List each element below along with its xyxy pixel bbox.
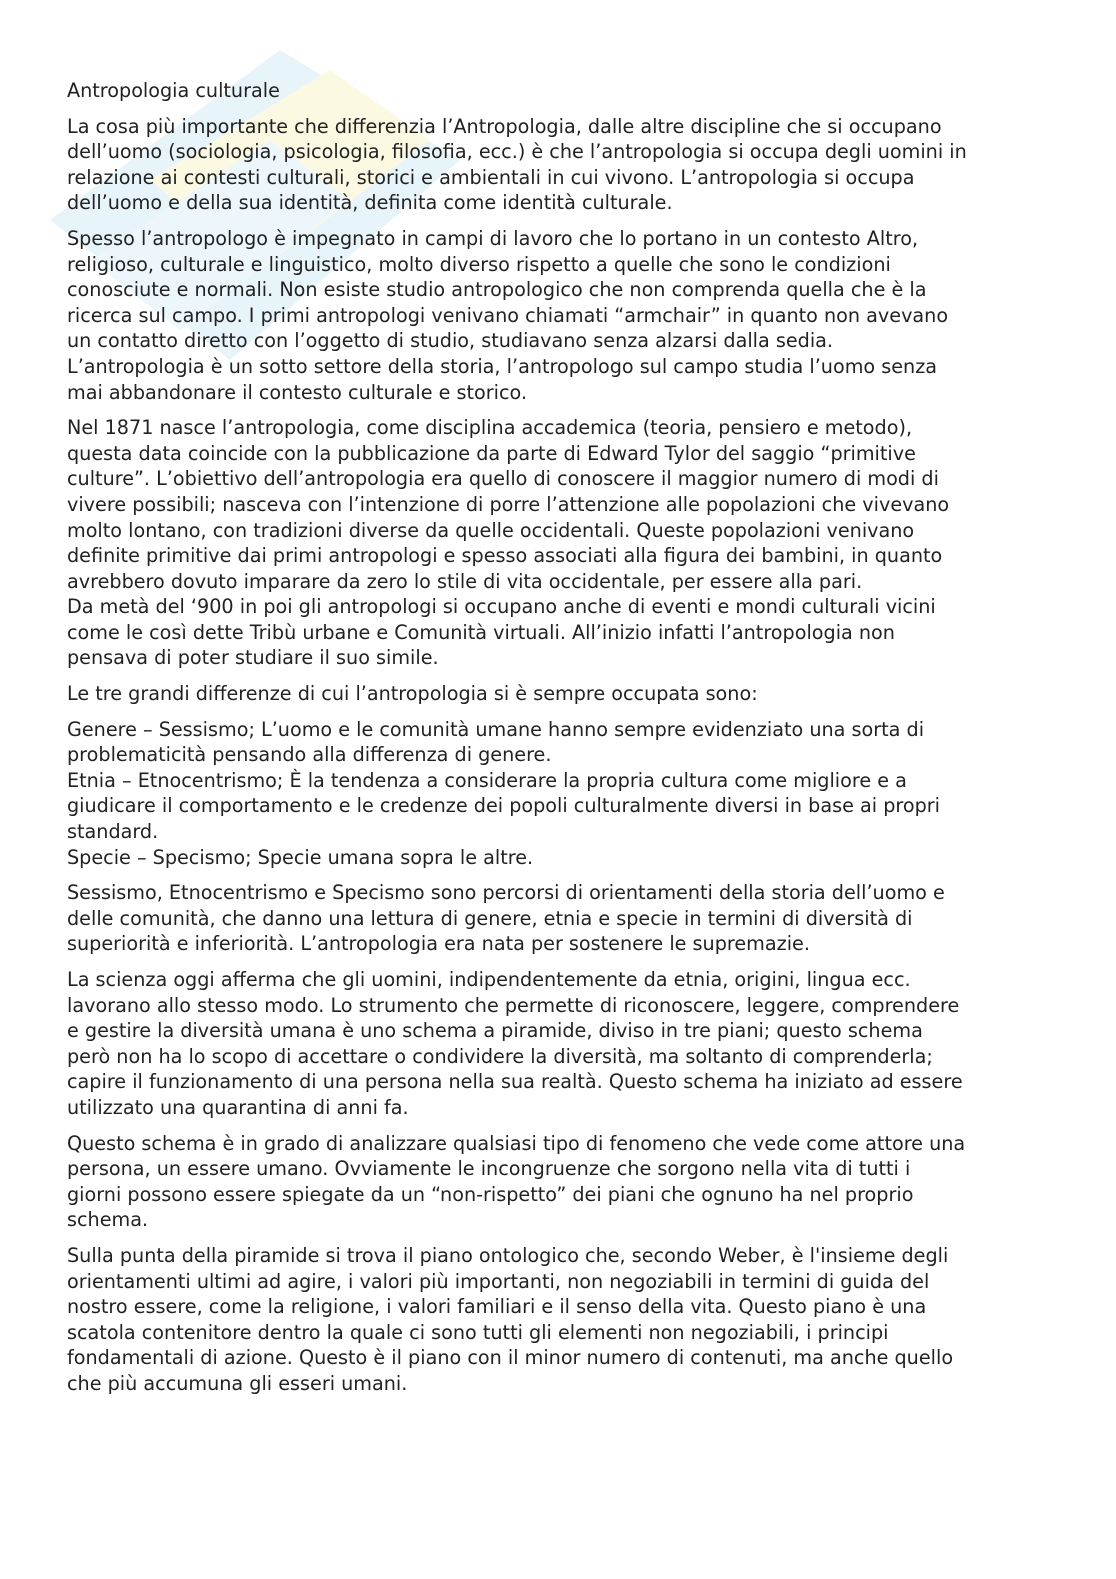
text-line: come le così dette Tribù urbane e Comunità virtuali. All’inizio infatti l’antropologia non (67, 620, 895, 644)
text-line: dell’uomo e della sua identità, definita come identità culturale. (67, 191, 673, 215)
text-line: nostro essere, come la religione, i valori familiari e il senso della vita. Questo piano è una (67, 1295, 927, 1319)
text-line: Da metà del ‘900 in poi gli antropologi si occupano anche di eventi e mondi culturali vicini (67, 595, 936, 619)
text-line: mai abbandonare il contesto culturale e storico. (67, 380, 528, 404)
text-line: dell’uomo (sociologia, psicologia, filosofia, ecc.) è che l’antropologia si occupa degli uomini in (67, 140, 967, 164)
text-line: Le tre grandi differenze di cui l’antropologia si è sempre occupata sono: (67, 682, 758, 706)
text-line: La cosa più importante che differenzia l’Antropologia, dalle altre discipline che si occupano (67, 114, 942, 138)
document-title: Antropologia culturale (67, 79, 280, 102)
text-line: conosciute e normali. Non esiste studio antropologico che non comprenda quella che è la (67, 278, 927, 302)
text-line: e gestire la diversità umana è uno schema a piramide, diviso in tre piani; questo schema (67, 1019, 923, 1043)
text-line: problematicità pensando alla differenza di genere. (67, 743, 552, 767)
text-line: un contatto diretto con l’oggetto di studio, studiavano senza alzarsi dalla sedia. (67, 329, 834, 353)
text-line: Nel 1871 nasce l’antropologia, come disciplina accademica (teoria, pensiero e metodo), (67, 416, 913, 440)
text-line: persona, un essere umano. Ovviamente le incongruenze che sorgono nella vita di tutti i (67, 1157, 911, 1181)
text-line: scatola contenitore dentro la quale ci sono tutti gli elementi non negoziabili, i principi (67, 1320, 889, 1344)
text-line: religioso, culturale e linguistico, molto diverso rispetto a quelle che sono le condizioni (67, 252, 891, 276)
document-body (67, 78, 1042, 1407)
text-line: delle comunità, che danno una lettura di genere, etnia e specie in termini di diversità di (67, 906, 913, 930)
paragraph-4 (67, 681, 1042, 707)
text-line: Genere – Sessismo; L’uomo e le comunità umane hanno sempre evidenziato una sorta di (67, 717, 925, 741)
text-line: utilizzato una quarantina di anni fa. (67, 1095, 409, 1119)
text-line: capire il funzionamento di una persona nella sua realtà. Questo schema ha iniziato ad essere (67, 1070, 963, 1094)
text-line: relazione ai contesti culturali, storici e ambientali in cui vivono. L’antropologia si occupa (67, 165, 915, 189)
text-line: Spesso l’antropologo è impegnato in campi di lavoro che lo portano in un contesto Altro, (67, 226, 919, 250)
paragraph-3 (67, 415, 1042, 671)
text-line: che più accumuna gli esseri umani. (67, 1371, 408, 1395)
text-line: culture”. L’obiettivo dell’antropologia era quello di conoscere il maggior numero di modi di (67, 467, 939, 491)
text-line: pensava di poter studiare il suo simile. (67, 646, 439, 670)
text-line: lavorano allo stesso modo. Lo strumento che permette di riconoscere, leggere, comprendere (67, 993, 960, 1017)
text-line: ricerca sul campo. I primi antropologi venivano chiamati “armchair” in quanto non avevano (67, 303, 949, 327)
text-line: orientamenti ultimi ad agire, i valori più importanti, non negoziabili in termini di guida del (67, 1269, 930, 1293)
text-line: superiorità e inferiorità. L’antropologia era nata per sostenere le supremazie. (67, 932, 810, 956)
text-line: La scienza oggi afferma che gli uomini, indipendentemente da etnia, origini, lingua ecc. (67, 968, 911, 991)
paragraph-6 (67, 880, 1042, 957)
paragraph-9 (67, 1243, 1042, 1397)
paragraph-1 (67, 114, 1042, 216)
text-line: questa data coincide con la pubblicazione da parte di Edward Tylor del saggio “primitive (67, 441, 916, 465)
paragraph-2 (67, 226, 1042, 405)
text-line: Specie – Specismo; Specie umana sopra le altre. (67, 845, 534, 869)
text-line: L’antropologia è un sotto settore della storia, l’antropologo sul campo studia l’uomo senza (67, 354, 938, 378)
paragraph-5 (67, 717, 1042, 871)
text-line: schema. (67, 1208, 149, 1232)
text-line: molto lontano, con tradizioni diverse da quelle occidentali. Queste popolazioni venivano (67, 518, 915, 542)
paragraph-7 (67, 967, 1042, 1121)
text-line: vivere possibili; nasceva con l’intenzione di porre l’attenzione alle popolazioni che vivevano (67, 492, 950, 516)
text-line: Etnia – Etnocentrismo; È la tendenza a considerare la propria cultura come migliore e a (67, 768, 907, 792)
text-line: standard. (67, 820, 159, 844)
text-line: definite primitive dai primi antropologi e spesso associati alla figura dei bambini, in quanto (67, 544, 943, 568)
paragraph-8 (67, 1131, 1042, 1233)
text-line: però non ha lo scopo di accettare o condividere la diversità, ma soltanto di comprenderla; (67, 1044, 933, 1068)
text-line: avrebbero dovuto imparare da zero lo stile di vita occidentale, per essere alla pari. (67, 569, 863, 593)
text-line: giorni possono essere spiegate da un “non-rispetto” dei piani che ognuno ha nel proprio (67, 1182, 914, 1206)
text-line: giudicare il comportamento e le credenze dei popoli culturalmente diversi in base ai propri (67, 794, 940, 818)
text-line: fondamentali di azione. Questo è il piano con il minor numero di contenuti, ma anche quello (67, 1346, 954, 1370)
text-line: Sulla punta della piramide si trova il piano ontologico che, secondo Weber, è l'insieme degli (67, 1243, 949, 1267)
text-line: Sessismo, Etnocentrismo e Specismo sono percorsi di orientamenti della storia dell’uomo e (67, 881, 945, 905)
text-line: Questo schema è in grado di analizzare qualsiasi tipo di fenomeno che vede come attore una (67, 1131, 966, 1155)
